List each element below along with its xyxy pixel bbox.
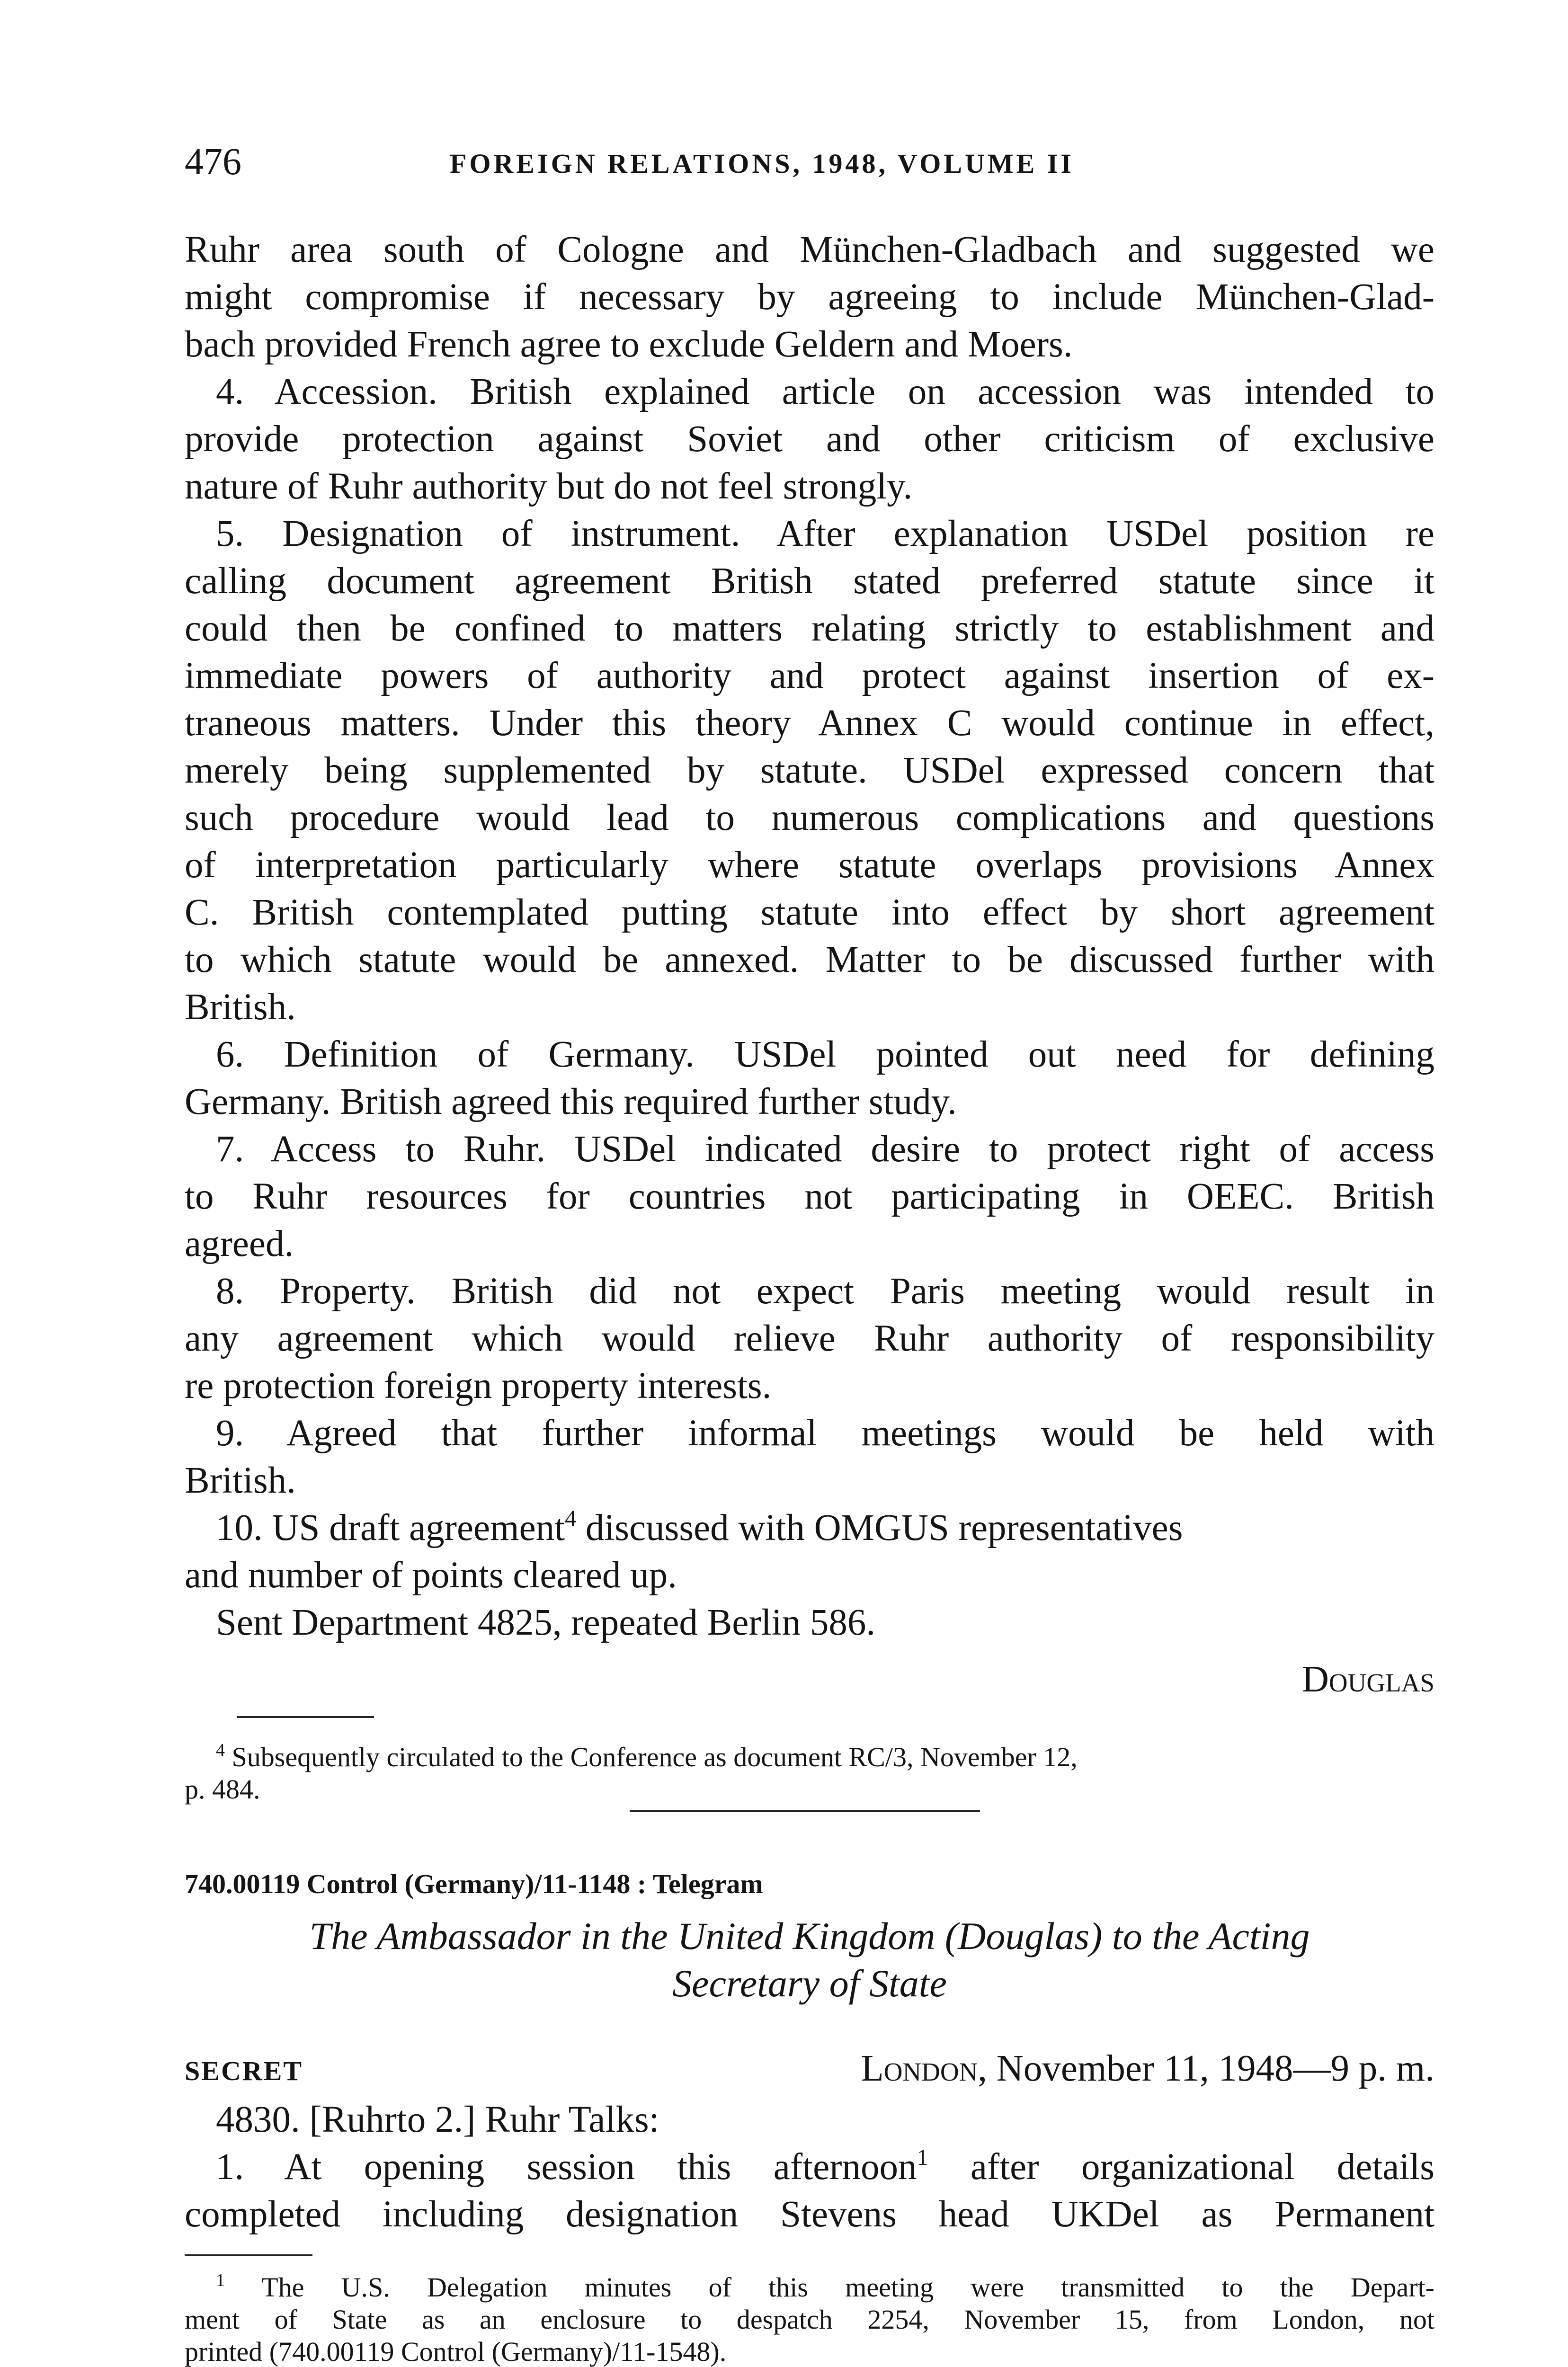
body-line: might compromise if necessary by agreeing to include München-Glad-	[185, 276, 1434, 318]
footnote-4-text: Subsequently circulated to the Conference as document RC/3, November 12,	[232, 1742, 1078, 1772]
body-line: to Ruhr resources for countries not participating in OEEC. British	[185, 1176, 1434, 1217]
footnote-1-line: printed (740.00119 Control (Germany)/11-1548).	[185, 2336, 727, 2367]
telegram-line-start: 1. At opening session this afternoon	[216, 2146, 917, 2188]
document-id: 740.00119 Control (Germany)/11-1148 : Telegram	[185, 1869, 763, 1899]
body-line: 5. Designation of instrument. After explanation USDel position re	[216, 513, 1434, 554]
footnote-divider	[237, 1716, 374, 1718]
signature: Douglas	[1301, 1659, 1434, 1700]
body-line: calling document agreement British stated preferred statute since it	[185, 561, 1434, 602]
footnote-divider	[185, 2254, 312, 2256]
body-line-start: 10. US draft agreement	[216, 1507, 565, 1548]
body-line: 4. Accession. British explained article on accession was intended to	[216, 371, 1434, 412]
body-line: and number of points cleared up.	[185, 1555, 677, 1596]
footnote-4-mark: 4	[216, 1740, 225, 1760]
body-line: nature of Ruhr authority but do not feel strongly.	[185, 466, 913, 507]
body-line: 7. Access to Ruhr. USDel indicated desire to protect right of access	[216, 1129, 1434, 1170]
footnote-1-line	[216, 2272, 1434, 2303]
body-line: bach provided French agree to exclude Geldern and Moers.	[185, 324, 1073, 365]
body-line: 8. Property. British did not expect Paris meeting would result in	[216, 1271, 1434, 1312]
body-line-end: discussed with OMGUS representatives	[576, 1507, 1183, 1548]
body-line: could then be confined to matters relating strictly to establishment and	[185, 608, 1434, 649]
telegram-line: 4830. [Ruhrto 2.] Ruhr Talks:	[216, 2099, 659, 2140]
dateline	[663, 2045, 1434, 2092]
body-line: Ruhr area south of Cologne and München-Gladbach and suggested we	[185, 229, 1434, 270]
body-line: re protection foreign property interests.	[185, 1365, 772, 1406]
body-line: 6. Definition of Germany. USDel pointed out need for defining	[216, 1034, 1434, 1075]
body-line: immediate powers of authority and protect against insertion of ex-	[185, 655, 1434, 696]
document-title-line: The Ambassador in the United Kingdom (Douglas) to the Acting	[309, 1914, 1310, 1958]
body-line: to which statute would be annexed. Matter to be discussed further with	[185, 939, 1434, 980]
telegram-line: completed including designation Stevens head UKDel as Permanent	[185, 2194, 1434, 2235]
body-line: provide protection against Soviet and other criticism of exclusive	[185, 418, 1434, 460]
body-line: C. British contemplated putting statute into effect by short agreement	[185, 892, 1434, 933]
body-line: Sent Department 4825, repeated Berlin 586.	[216, 1602, 876, 1643]
footnote-1-mark: 1	[216, 2270, 225, 2290]
dateline-date: November 11, 1948—9 p. m.	[987, 2048, 1434, 2089]
body-line: 9. Agreed that further informal meetings would be held with	[216, 1413, 1434, 1454]
body-line: such procedure would lead to numerous complications and questions	[185, 797, 1434, 838]
body-line: traneous matters. Under this theory Annex C would continue in effect,	[185, 703, 1434, 744]
body-line: any agreement which would relieve Ruhr authority of responsibility	[185, 1318, 1434, 1359]
body-line: of interpretation particularly where statute overlaps provisions Annex	[185, 845, 1434, 886]
footnote-4-line	[216, 1742, 1434, 1772]
telegram-line-end: after organizational details	[928, 2146, 1434, 2188]
classification-label: SECRET	[185, 2056, 303, 2086]
dateline-place: London,	[861, 2048, 988, 2089]
page-number: 476	[185, 141, 241, 183]
body-line: British.	[185, 987, 296, 1028]
footnote-ref-1[interactable]: 1	[917, 2145, 928, 2170]
body-line: agreed.	[185, 1223, 294, 1264]
footnote-1-line: ment of State as an enclosure to despatch 2254, November 15, from London, not	[185, 2304, 1434, 2335]
body-line: Germany. British agreed this required further study.	[185, 1081, 957, 1122]
body-line: British.	[185, 1460, 296, 1501]
footnote-4-line: p. 484.	[185, 1774, 260, 1805]
body-line: merely being supplemented by statute. USDel expressed concern that	[185, 750, 1434, 791]
document-title-line: Secretary of State	[672, 1962, 947, 2005]
page-header	[185, 138, 1434, 190]
footnote-1-text: The U.S. Delegation minutes of this meeting were transmitted to the Depart-	[261, 2272, 1434, 2303]
footnote-ref-4[interactable]: 4	[565, 1506, 577, 1531]
telegram-line	[216, 2145, 1434, 2190]
section-divider	[630, 1810, 980, 1812]
running-title: FOREIGN RELATIONS, 1948, VOLUME II	[450, 148, 1074, 179]
body-line	[216, 1505, 1434, 1551]
